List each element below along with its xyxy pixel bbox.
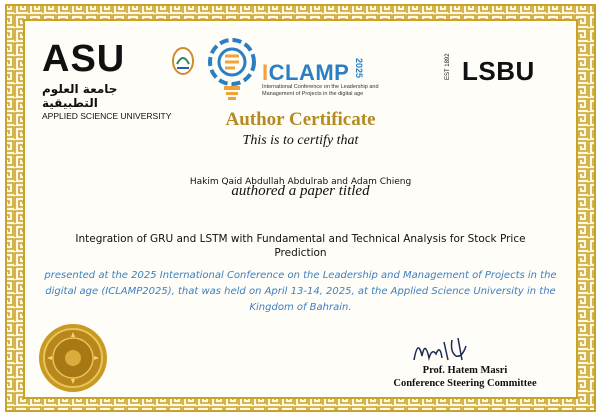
signatory-name: Prof. Hatem Masri [422, 365, 508, 376]
asu-logo-letters: ASU [42, 38, 126, 80]
asu-arabic-name: جامعة العلوم التطبيقية [42, 82, 118, 110]
gold-seal-icon [38, 323, 108, 393]
brain-gear-icon [205, 36, 259, 100]
handwritten-signature-icon [412, 334, 472, 366]
signatory [340, 364, 590, 390]
authored-line: authored a paper titled [231, 183, 370, 199]
paper-title: Integration of GRU and LSTM with Fundamental and Technical Analysis for Stock Price Prediction [75, 233, 526, 259]
presented-text: presented at the 2025 International Conference on the Leadership and Management of Projects in the digital age (ICLAMP2025), that was held on April 13-14, 2025, at the Applied Science University in the Kingdom of Bahrain. [44, 270, 557, 313]
iclamp-name [262, 60, 349, 86]
signatory-role: Conference Steering Committee [393, 378, 537, 389]
iclamp-subtitle: International Conference on the Leadership and Management of Projects in the digital age [262, 84, 379, 97]
certify-line: This is to certify that [242, 133, 359, 148]
author-names: Hakim Qaid Abdullah Abdulrab and Adam Chieng [189, 177, 412, 187]
certificate-title: Author Certificate [225, 109, 376, 130]
iclamp-name-rest: CLAMP [268, 60, 350, 85]
lsbu-name: LSBU [462, 56, 535, 86]
asu-english-name: APPLIED SCIENCE UNIVERSITY [42, 111, 172, 121]
lsbu-est: EST 1892 [445, 53, 451, 80]
iclamp-year: 2025 [354, 58, 364, 79]
iclamp-name-first: I [262, 60, 269, 85]
asu-emblem-icon [172, 46, 194, 76]
